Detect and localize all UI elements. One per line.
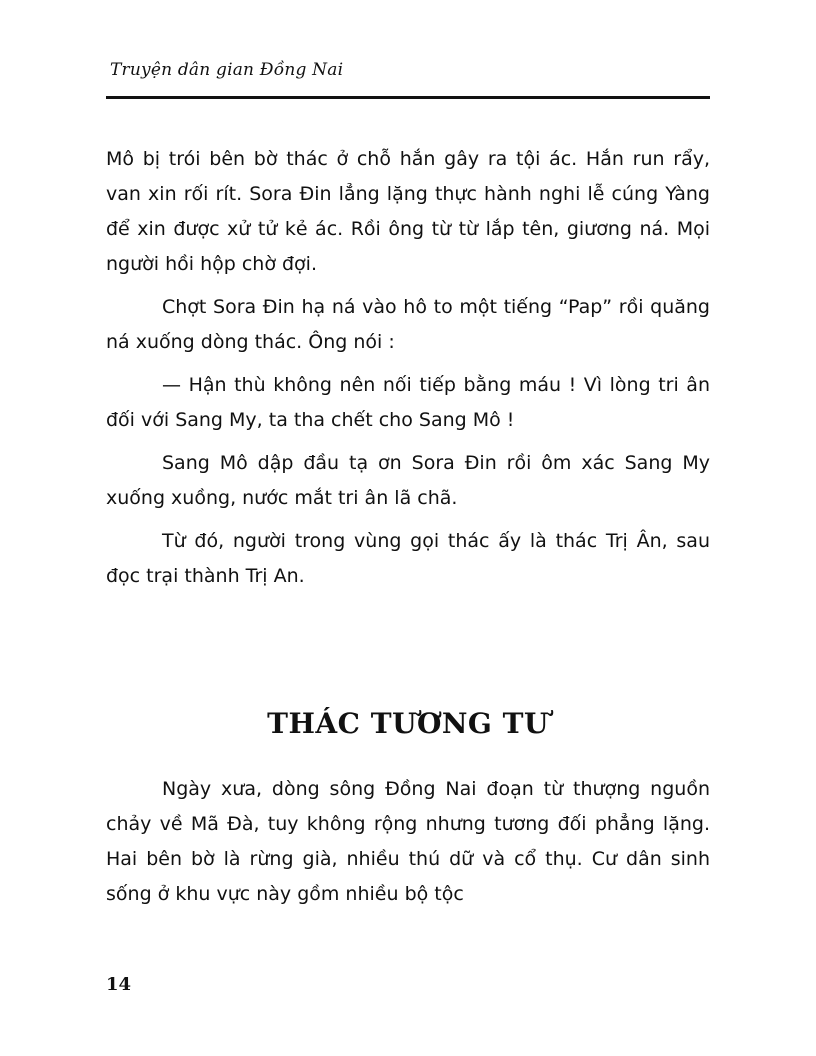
paragraph: Mô bị trói bên bờ thác ở chỗ hắn gây ra tội ác. Hắn run rẩy, van xin rối rít. Sora Đin lẳng lặng thực hành nghi lễ cúng Yàng để xin được xử tử kẻ ác. Rồi ông từ từ lắp tên, giương ná. Mọi người hồi hộp chờ đợi. (106, 148, 710, 275)
paragraph: Chợt Sora Đin hạ ná vào hô to một tiếng “Pap” rồi quăng ná xuống dòng thác. Ông nói : (106, 296, 710, 353)
paragraph: Sang Mô dập đầu tạ ơn Sora Đin rồi ôm xác Sang My xuống xuồng, nước mắt tri ân lã chã. (106, 452, 710, 509)
header-rule (106, 96, 710, 99)
paragraph: — Hận thù không nên nối tiếp bằng máu ! Vì lòng tri ân đối với Sang My, ta tha chết cho Sang Mô ! (106, 374, 710, 431)
story-ending-text (106, 142, 710, 602)
paragraph: Ngày xưa, dòng sông Đồng Nai đoạn từ thượng nguồn chảy về Mã Đà, tuy không rộng nhưng tương đối phẳng lặng. Hai bên bờ là rừng già, nhiều thú dữ và cổ thụ. Cư dân sinh sống ở khu vực này gồm nhiều bộ tộc (106, 778, 710, 905)
paragraph: Từ đó, người trong vùng gọi thác ấy là thác Trị Ân, sau đọc trại thành Trị An. (106, 530, 710, 587)
page-number: 14 (106, 974, 132, 995)
section-title: THÁC TƯƠNG TƯ (267, 707, 549, 740)
new-story-text (106, 772, 710, 920)
running-header: Truyện dân gian Đồng Nai (110, 60, 344, 80)
